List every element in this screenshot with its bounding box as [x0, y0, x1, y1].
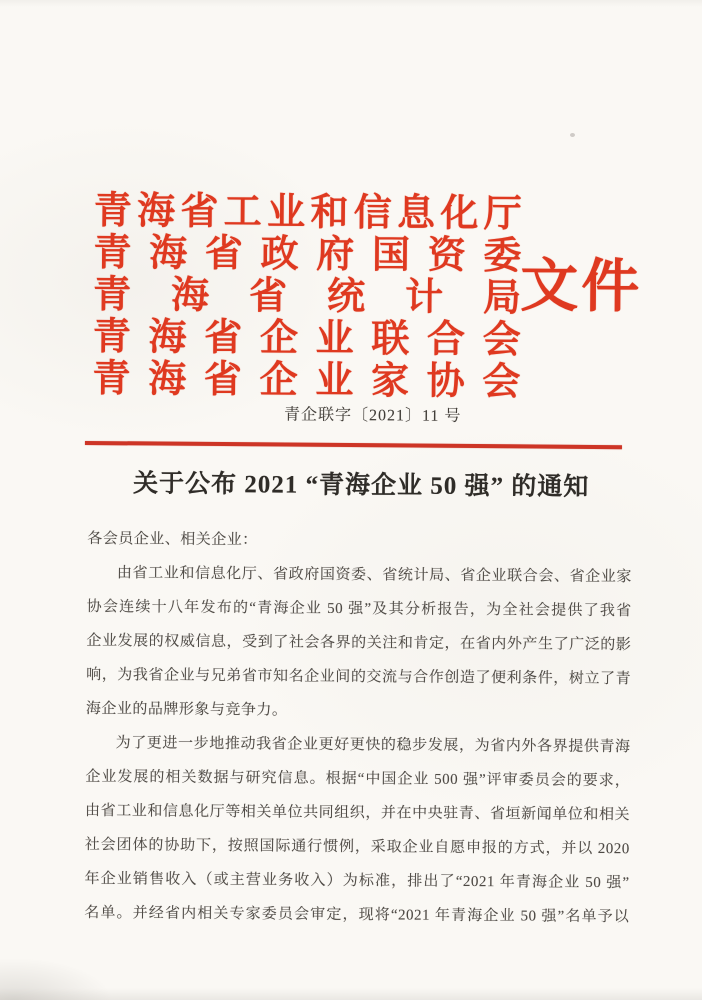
body-line: 海企业的品牌形象与竞争力。 — [85, 700, 288, 719]
body-line: 年企业销售收入（或主营业务收入）为标准，排出了“2021 年青海企业 50 强” — [84, 870, 630, 892]
letterhead — [92, 185, 522, 403]
doc-number: 青企联字〔2021〕11 号 — [283, 406, 462, 425]
body-line: 社会团体的协助下，按照国际通行惯例，采取企业自愿申报的方式，并以 2020 — [84, 836, 630, 858]
body-line: 协会连续十八年发布的“青海企业 50 强”及其分析报告，为全社会提供了我省 — [86, 598, 632, 620]
body-line: 由省工业和信息化厅等相关单位共同组织，并在中央驻青、省垣新闻单位和相关 — [85, 802, 631, 824]
body-line: 名单。并经省内相关专家委员会审定，现将“2021 年青海企业 50 强”名单予以 — [84, 904, 630, 926]
body-line: 企业发展的相关数据与研究信息。根据“中国企业 500 强”评审委员会的要求， — [85, 768, 631, 790]
body-line-salutation: 各会员企业、相关企业： — [87, 530, 258, 549]
issuer-name: 青 海 省 工 业 和 信 息 化 厅 — [93, 189, 522, 235]
issuer-name: 青 海 省 统 计 局 — [92, 273, 522, 319]
body-line: 企业发展的权威信息，受到了社会各界的关注和肯定，在省内外产生了广泛的影 — [86, 632, 632, 654]
issuer-name: 青 海 省 企 业 家 协 会 — [92, 357, 521, 403]
doc-type-label: 文件 — [519, 253, 643, 320]
document-title: 关于公布 2021 “青海企业 50 强” 的通知 — [132, 470, 590, 501]
issuer-name: 青 海 省 政 府 国 资 委 — [93, 231, 522, 277]
body-line: 由省工业和信息化厅、省政府国资委、省统计局、省企业联合会、省企业家 — [116, 565, 633, 586]
document-body — [84, 522, 632, 934]
body-line: 为了更进一步地推动我省企业更好更快的稳步发展，为省内外各界提供青海 — [115, 735, 631, 756]
body-line: 响，为我省企业与兄弟省市知名企业间的交流与合作创造了便利条件，树立了青 — [86, 666, 632, 688]
issuer-name: 青 海 省 企 业 联 合 会 — [92, 315, 521, 361]
red-separator-line — [85, 441, 622, 449]
